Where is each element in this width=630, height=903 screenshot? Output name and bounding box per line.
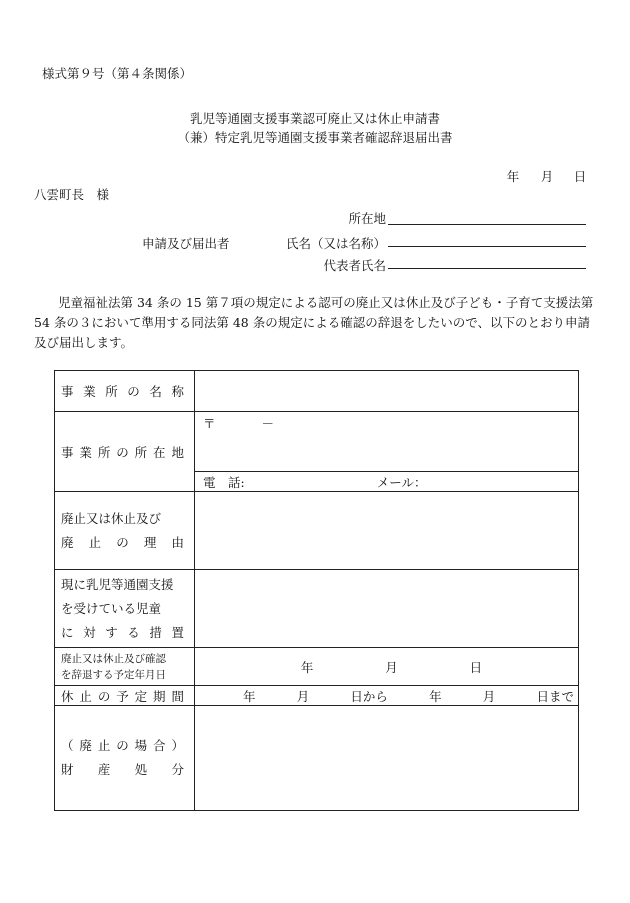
withdraw-date-field[interactable]: 年 月 日: [195, 648, 579, 686]
table-row: [55, 686, 579, 706]
suspend-period-label: 休 止 の 予 定 期 間: [55, 686, 195, 706]
table-row: [55, 492, 579, 570]
address-line[interactable]: [388, 224, 586, 225]
postal-mark: 〒: [203, 416, 216, 431]
office-address-field[interactable]: [195, 412, 579, 472]
application-table: [54, 370, 579, 811]
document-title: 乳児等通園支援事業認可廃止又は休止申請書: [189, 111, 440, 126]
contact-field[interactable]: [195, 472, 579, 492]
office-name-field[interactable]: [195, 371, 579, 412]
measures-field[interactable]: [195, 570, 579, 648]
reason-label: 廃止又は休止及び 廃 止 の 理 由: [55, 492, 195, 570]
withdraw-date-label: 廃止又は休止及び確認 を辞退する予定年月日: [55, 648, 195, 686]
applicant-role: 申請及び届出者: [142, 236, 230, 251]
date-day-label: 日: [573, 169, 587, 184]
property-disposal-label: （ 廃 止 の 場 合 ） 財 産 処 分: [55, 706, 195, 811]
body-paragraph: 児童福祉法第 34 条の 15 第７項の規定による認可の廃止又は休止及び子ども・子育て支援法第 54 条の３において準用する同法第 48 条の規定による確認の辞退をしたいので、以下のとおり申請及び届出します。: [34, 295, 594, 350]
property-disposal-field[interactable]: [195, 706, 579, 811]
table-row: [55, 412, 579, 472]
office-address-label: 事 業 所 の 所 在 地: [55, 412, 195, 492]
mail-label: メール：: [376, 474, 427, 490]
date-month-label: 月: [540, 169, 554, 184]
table-row: [55, 648, 579, 686]
representative-line[interactable]: [388, 268, 586, 269]
document-subtitle: （兼）特定乳児等通園支援事業者確認辞退届出書: [177, 130, 453, 145]
table-row: [55, 706, 579, 811]
office-name-label: 事 業 所 の 名 称: [55, 371, 195, 412]
table-row: [55, 570, 579, 648]
measures-label: 現に乳児等通園支援 を受けている児童 に 対 す る 措 置: [55, 570, 195, 648]
form-number: 様式第９号（第４条関係）: [42, 66, 193, 81]
suspend-period-field[interactable]: 年 月 日から 年 月 日まで: [195, 686, 579, 706]
phone-label: 電 話:: [203, 474, 245, 490]
reason-field[interactable]: [195, 492, 579, 570]
name-label: 氏名（又は名称）: [285, 236, 386, 251]
name-line[interactable]: [388, 246, 586, 247]
representative-label: 代表者氏名: [323, 258, 386, 273]
postal-dash: －: [261, 416, 274, 431]
address-label: 所在地: [348, 211, 386, 226]
table-row: [55, 371, 579, 412]
date-year-label: 年: [506, 169, 520, 184]
addressee: 八雲町長 様: [34, 187, 110, 202]
